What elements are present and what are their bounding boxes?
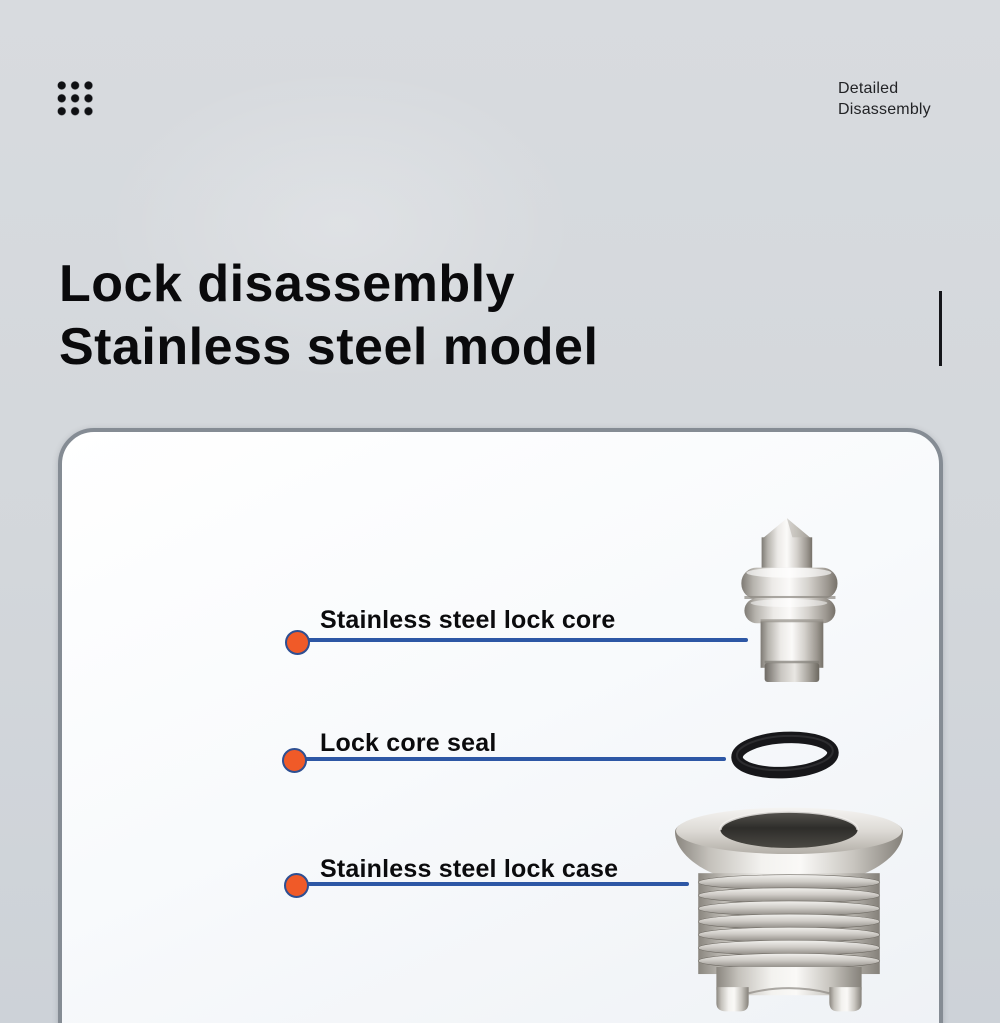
detail-tag-line1: Detailed — [838, 80, 899, 97]
decorative-vertical-rule — [939, 291, 942, 366]
page-title — [59, 253, 598, 379]
label-seal: Lock core seal — [320, 729, 497, 757]
grid-dots-icon — [55, 79, 95, 118]
lock-core-image — [739, 512, 853, 684]
detail-tag — [838, 78, 931, 120]
callout-line-lock-core — [297, 638, 748, 642]
diagram-card — [58, 428, 943, 1023]
detail-tag-line2: Disassembly — [838, 101, 931, 118]
label-lock-case: Stainless steel lock case — [320, 855, 619, 883]
label-lock-core: Stainless steel lock core — [320, 606, 616, 634]
callout-dot-icon — [285, 630, 310, 655]
o-ring-seal-image — [725, 726, 845, 786]
callout-dot-icon — [282, 748, 307, 773]
page-title-line1: Lock disassembly — [59, 255, 515, 313]
callout-dot-icon — [284, 873, 309, 898]
lock-case-image — [672, 801, 906, 1019]
page-title-line2: Stainless steel model — [59, 318, 599, 376]
